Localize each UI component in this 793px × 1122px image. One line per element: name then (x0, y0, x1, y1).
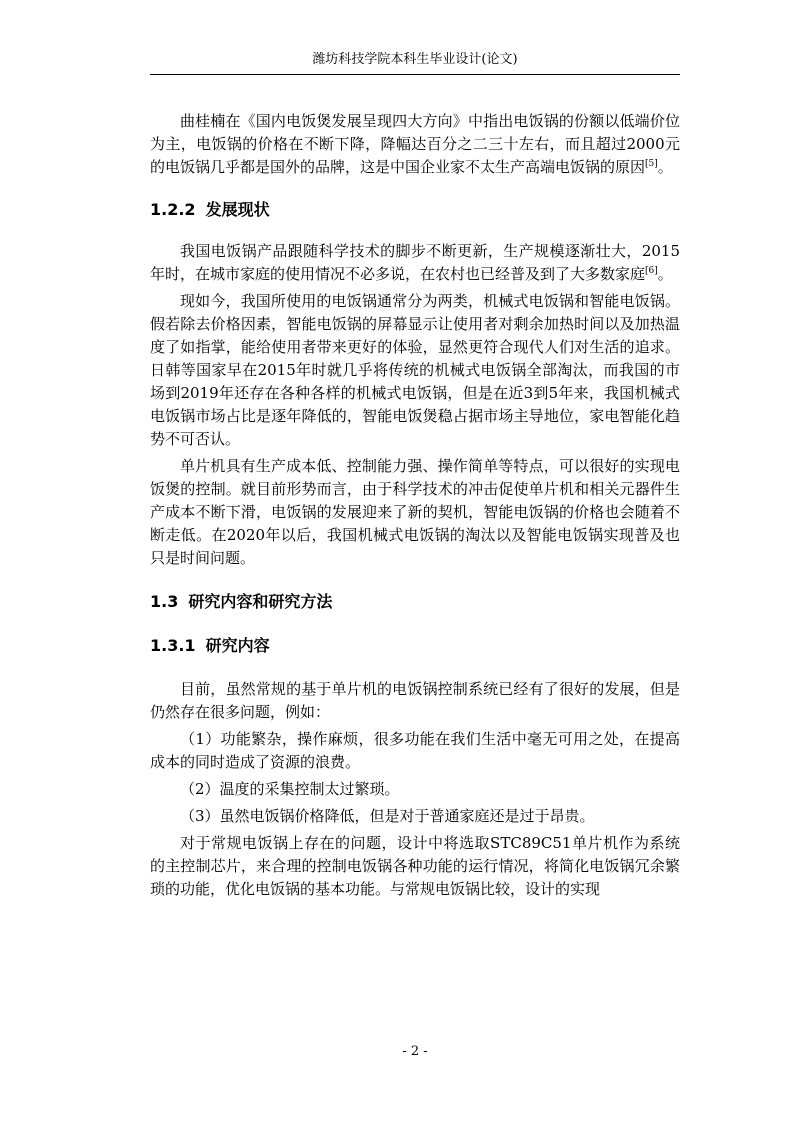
paragraph (150, 110, 680, 179)
paragraph-text: 曲桂楠在《国内电饭煲发展呈现四大方向》中指出电饭锅的份额以低端价位为主，电饭锅的价格在不断下降，降幅达百分之二三十左右，而且超过2000元的电饭锅几乎都是国外的品牌，这是中国企业家不太生产高端电饭锅的原因 (150, 112, 680, 176)
section-title: 研究内容 (205, 636, 270, 655)
paragraph: 目前，虽然常规的基于单片机的电饭锅控制系统已经有了很好的发展，但是仍然存在很多问题，例如： (150, 680, 680, 721)
section-heading-1-3-1 (150, 636, 680, 656)
header-rule (150, 74, 680, 75)
paragraph-text: 我国电饭锅产品跟随科学技术的脚步不断更新，生产规模逐渐壮大，2015年时，在城市家庭的使用情况不必多说，在农村也已经普及到了大多数家庭 (150, 242, 680, 283)
list-item: （1）功能繁杂，操作麻烦，很多功能在我们生活中毫无可用之处，在提高成本的同时造成了资源的浪费。 (150, 730, 680, 771)
paragraph: 对于常规电饭锅上存在的问题，设计中将选取STC89C51单片机作为系统的主控制芯片，来合理的控制电饭锅各种功能的运行情况，将简化电饭锅冗余繁琐的功能，优化电饭锅的基本功能。与常规电饭锅比较，设计的实现 (150, 834, 680, 898)
paragraph-tail: 。 (657, 265, 673, 283)
paragraph: 单片机具有生产成本低、控制能力强、操作简单等特点，可以很好的实现电饭煲的控制。就目前形势而言，由于科学技术的冲击促使单片机和相关元器件生产成本不断下滑，电饭锅的发展迎来了新的契机，智能电饭锅的价格也会随着不断走低。在2020年以后，我国机械式电饭锅的淘汰以及智能电饭锅实现普及也只是时间问题。 (150, 457, 680, 567)
list-item: （3）虽然电饭锅价格降低，但是对于普通家庭还是过于昂贵。 (180, 807, 595, 825)
paragraph-tail: 。 (657, 158, 673, 176)
paragraph (150, 240, 680, 286)
section-title: 研究内容和研究方法 (188, 592, 333, 611)
running-header: 潍坊科技学院本科生毕业设计(论文) (312, 52, 518, 67)
citation: [6] (645, 266, 658, 276)
section-title: 发展现状 (205, 200, 270, 219)
citation: [5] (645, 159, 658, 169)
page-body (150, 110, 680, 901)
section-number: 1.2.2 (150, 200, 196, 219)
section-heading-1-3 (150, 592, 680, 612)
section-number: 1.3 (150, 592, 179, 611)
page-number: - 2 - (402, 1044, 428, 1059)
paragraph: 现如今，我国所使用的电饭锅通常分为两类，机械式电饭锅和智能电饭锅。假若除去价格因素，智能电饭锅的屏幕显示让使用者对剩余加热时间以及加热温度了如指掌，能给使用者带来更好的体验，显然更符合现代人们对生活的追求。日韩等国家早在2015年时就几乎将传统的机械式电饭锅全部淘汰，而我国的市场到2019年还存在各种各样的机械式电饭锅，但是在近3到5年来，我国机械式电饭锅市场占比是逐年降低的，智能电饭煲稳占据市场主导地位，家电智能化趋势不可否认。 (150, 292, 680, 448)
section-heading-1-2-2 (150, 200, 680, 220)
list-item: （2）温度的采集控制太过繁琐。 (180, 780, 400, 798)
section-number: 1.3.1 (150, 636, 196, 655)
